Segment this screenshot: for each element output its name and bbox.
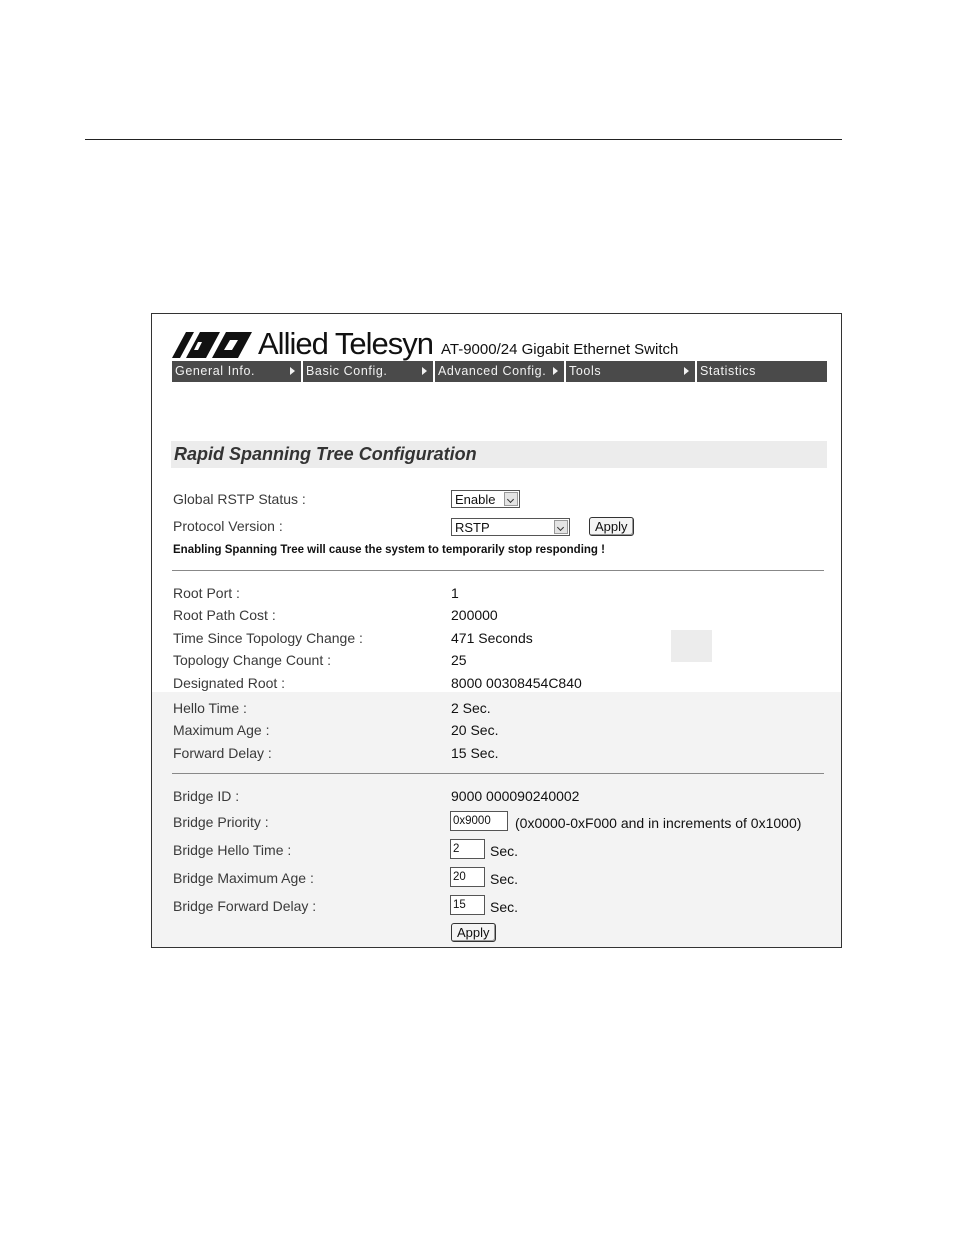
time-since-topology-change-label: Time Since Topology Change : (173, 630, 363, 646)
gray-block (671, 630, 712, 662)
forward-delay-label: Forward Delay : (173, 745, 272, 761)
root-port-label: Root Port : (173, 585, 240, 601)
select-value: RSTP (455, 520, 490, 535)
apply-rstp-button[interactable]: Apply (589, 517, 634, 536)
bridge-hello-time-input[interactable]: 2 (450, 839, 485, 859)
root-port-value: 1 (451, 585, 459, 601)
nav-label: General Info. (175, 364, 256, 378)
bridge-hello-time-label: Bridge Hello Time : (173, 842, 292, 858)
designated-root-value: 8000 00308454C840 (451, 675, 582, 691)
designated-root-label: Designated Root : (173, 675, 286, 691)
triangle-right-icon (422, 367, 427, 375)
forward-delay-value: 15 Sec. (451, 745, 499, 761)
bridge-maximum-age-input[interactable]: 20 (450, 867, 485, 887)
apply-bridge-button[interactable]: Apply (451, 923, 496, 942)
global-rstp-status-label: Global RSTP Status : (173, 491, 306, 507)
chevron-down-icon (504, 492, 518, 506)
nav-statistics[interactable] (697, 361, 827, 382)
chevron-down-icon (554, 520, 568, 534)
product-name: AT-9000/24 Gigabit Ethernet Switch (440, 341, 679, 358)
nav-label: Tools (569, 364, 602, 378)
bridge-maximum-age-label: Bridge Maximum Age : (173, 870, 314, 886)
sec-unit: Sec. (490, 899, 519, 915)
hello-time-value: 2 Sec. (451, 700, 491, 716)
bridge-id-value: 9000 000090240002 (451, 788, 580, 804)
maximum-age-value: 20 Sec. (451, 722, 499, 738)
protocol-version-select[interactable] (451, 518, 570, 536)
nav-advanced-config[interactable] (435, 361, 566, 382)
topology-change-count-value: 25 (451, 652, 467, 668)
root-path-cost-value: 200000 (451, 607, 498, 623)
nav-basic-config[interactable] (303, 361, 435, 382)
global-rstp-status-select[interactable] (451, 490, 520, 508)
triangle-right-icon (684, 367, 689, 375)
nav-general-info[interactable] (172, 361, 303, 382)
switch-web-ui (151, 313, 842, 948)
bridge-priority-label: Bridge Priority : (173, 814, 269, 830)
bridge-priority-input[interactable]: 0x9000 (450, 811, 508, 831)
sec-unit: Sec. (490, 871, 519, 887)
divider (172, 773, 824, 774)
sec-unit: Sec. (490, 843, 519, 859)
warning-text: Enabling Spanning Tree will cause the system to temporarily stop responding ! (173, 544, 605, 556)
nav-label: Advanced Config. (438, 364, 547, 378)
page-title-band (171, 441, 827, 468)
main-nav (172, 361, 827, 382)
page-title: Rapid Spanning Tree Configuration (174, 444, 477, 464)
top-rule (85, 139, 842, 140)
nav-tools[interactable] (566, 361, 697, 382)
root-path-cost-label: Root Path Cost : (173, 607, 276, 623)
hello-time-label: Hello Time : (173, 700, 247, 716)
nav-label: Basic Config. (306, 364, 388, 378)
header (172, 322, 678, 362)
divider (172, 570, 824, 571)
triangle-right-icon (553, 367, 558, 375)
bridge-id-label: Bridge ID : (173, 788, 240, 804)
bridge-forward-delay-label: Bridge Forward Delay : (173, 898, 317, 914)
time-since-topology-change-value: 471 Seconds (451, 630, 533, 646)
allied-telesyn-logo-icon (172, 332, 254, 358)
topology-change-count-label: Topology Change Count : (173, 652, 331, 668)
maximum-age-label: Maximum Age : (173, 722, 270, 738)
bridge-priority-hint: (0x0000-0xF000 and in increments of 0x1000) (515, 815, 802, 831)
bridge-forward-delay-input[interactable]: 15 (450, 895, 485, 915)
select-value: Enable (455, 492, 496, 507)
triangle-right-icon (290, 367, 295, 375)
brand-name: Allied Telesyn (258, 326, 433, 361)
nav-label: Statistics (700, 364, 757, 378)
protocol-version-label: Protocol Version : (173, 518, 283, 534)
